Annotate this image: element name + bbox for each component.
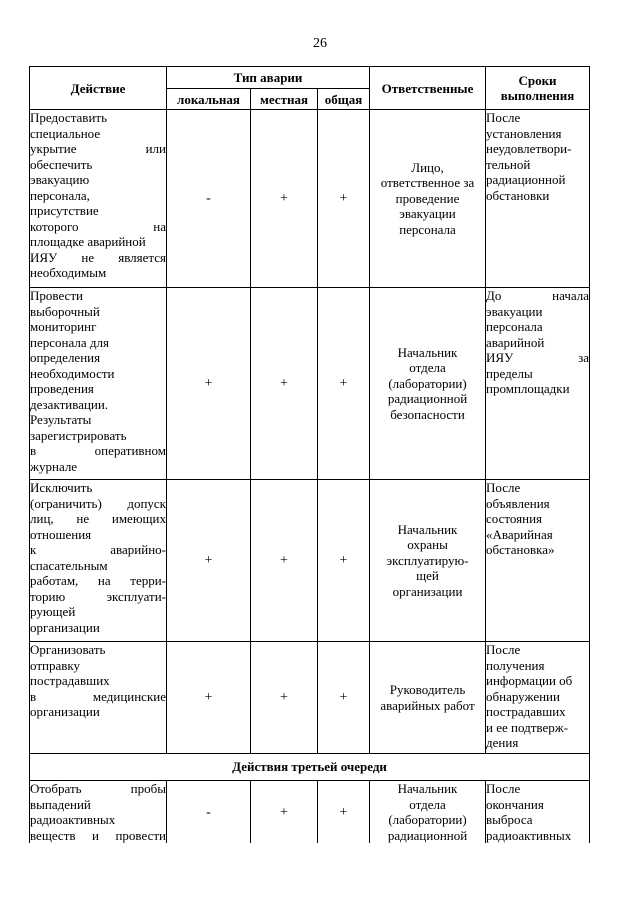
responsible-line: отдела [409,796,446,812]
responsible-line: (лаборатории) [388,812,467,827]
table-row [30,110,590,288]
local-mark-cell [167,110,251,288]
header-accident-type: Тип аварии [167,67,370,89]
table-row [30,642,590,754]
section-row [30,754,590,781]
responsible-cell [370,110,486,288]
responsible-line: эвакуации [399,206,456,222]
responsible-line: безопасности [390,406,465,422]
action-line: эвакуацию [30,172,90,187]
header-responsible: Ответственные [370,67,486,110]
responsible-line: Руководитель [389,682,466,697]
local-mark: + [204,553,213,569]
page-number: 26 [313,36,327,51]
action-line: Исключить [30,480,93,495]
general-mark: + [339,690,348,706]
action-line: персонала, [30,187,90,203]
action-line: дезактивации. [30,396,109,412]
action-line: Предоставить [30,110,108,125]
action-line: Отобрать пробы [30,781,166,796]
header-deadlines [486,67,590,110]
action-line: спасательным [30,557,108,573]
deadline-line: получения [486,657,545,673]
deadline-cell [486,781,590,844]
responsible-line: охраны [407,537,448,553]
area-mark: + [280,690,288,706]
general-mark-cell [318,480,370,642]
action-cell [30,288,167,480]
table-row [30,781,590,844]
action-line: определения [30,350,101,365]
table-row [30,480,590,642]
action-line: в оперативном [30,443,166,458]
table-row [30,288,590,480]
responsible-line: Начальник [397,781,458,796]
action-line: мониторинг [30,319,97,334]
area-mark-cell [251,110,318,288]
area-mark-cell [251,642,318,754]
responsible-line: отдела [409,360,446,376]
deadline-cell [486,110,590,288]
action-line: укрытие или [30,141,166,156]
deadline-line: установления [486,125,562,141]
action-line: лиц, не имеющих [30,511,166,526]
header-general: общая [318,89,370,110]
deadline-line: обстановки [486,187,550,203]
action-line: отношения [30,526,92,542]
deadline-line: персонала [486,319,543,334]
action-line: необходимым [30,265,107,280]
general-mark-cell [318,642,370,754]
local-mark-cell [167,288,251,480]
area-mark-cell [251,480,318,642]
local-mark: + [204,690,213,706]
general-mark: + [339,553,348,569]
responsible-line: Начальник [397,521,458,537]
deadline-cell [486,480,590,642]
actions-table [29,66,590,843]
deadline-line: радиационной [486,172,566,187]
deadline-line: промплощадки [486,381,570,396]
responsible-line: организации [392,583,463,599]
action-line: организации [30,619,100,635]
responsible-line: (лаборатории) [388,375,467,391]
responsible-line: щей [416,568,439,584]
local-mark: - [206,191,211,207]
action-cell [30,642,167,754]
responsible-cell [370,642,486,754]
deadline-line: обстановка» [486,542,555,557]
header-action: Действие [30,67,167,110]
header-area: местная [251,89,318,110]
action-line: отправку [30,657,81,673]
local-mark-cell [167,781,251,844]
deadline-line: окончания [486,796,544,812]
action-line: организации [30,704,100,719]
deadline-line: пострадавших [486,704,566,719]
action-line: которого на [30,218,166,234]
general-mark: + [339,191,348,207]
deadline-line: аварийной [486,334,545,350]
area-mark: + [280,376,288,392]
action-line: рующей [30,604,76,619]
action-line: Провести [30,288,83,303]
header-row-1 [30,67,590,89]
area-mark-cell [251,288,318,480]
deadline-line: тельной [486,156,531,172]
action-line: проведения [30,381,94,396]
area-mark: + [280,191,288,207]
deadline-line: пределы [486,365,533,381]
deadline-line: После [486,110,521,125]
deadline-line: дения [486,735,519,750]
action-line: к аварийно- [30,542,166,557]
action-cell [30,781,167,844]
responsible-cell [370,480,486,642]
general-mark: + [339,376,348,392]
action-line: зарегистрировать [30,427,127,443]
deadline-line: После [486,642,521,657]
action-line: радиоактивных [30,812,116,827]
responsible-line: ответственное за [380,175,475,191]
deadline-line: обнаружении [486,688,560,704]
general-mark: + [339,804,348,820]
local-mark: - [206,804,211,820]
action-line: Организовать [30,642,106,657]
responsible-line: проведение [395,190,460,206]
responsible-line: Лицо, [411,159,444,175]
area-mark-cell [251,781,318,844]
header-deadlines-line-2: выполнения [500,88,575,103]
deadline-line: и ее подтверж- [486,719,569,735]
action-line: (ограничить) допуск [30,495,166,511]
action-line: площадке аварийной [30,234,146,249]
table-body [30,110,590,844]
section-title: Действия третьей очереди [30,754,590,781]
action-line: выборочный [30,303,100,319]
deadline-line: До начала [486,288,590,303]
responsible-line: радиационной [387,391,468,407]
deadline-line: После [486,781,521,796]
general-mark-cell [318,781,370,844]
deadline-line: информации об [486,673,573,688]
deadline-line: ИЯУ за [486,350,590,365]
action-line: выпадений [30,796,91,812]
action-line: специальное [30,125,101,141]
general-mark-cell [318,110,370,288]
responsible-line: персонала [399,221,456,237]
responsible-line: радиационной [387,827,468,843]
action-line: веществ и провести [30,827,166,843]
action-line: необходимости [30,365,115,381]
local-mark-cell [167,480,251,642]
local-mark: + [204,376,213,392]
deadline-line: эвакуации [486,303,543,319]
deadline-line: радиоактивных [486,827,572,843]
area-mark: + [280,553,288,569]
action-line: персонала для [30,334,109,350]
general-mark-cell [318,288,370,480]
action-line: журнале [30,458,78,474]
responsible-line: Начальник [397,344,458,360]
action-line: пострадавших [30,673,110,688]
action-line: ИЯУ не является [30,249,166,265]
deadline-line: выброса [486,812,533,827]
area-mark: + [280,804,288,820]
deadline-cell [486,288,590,480]
action-line: в медицинские [30,688,166,704]
deadline-line: После [486,480,521,495]
action-line: присутствие [30,203,99,218]
deadline-line: неудовлетвори- [486,141,572,156]
responsible-line: эксплуатирую- [386,552,469,568]
action-line: работам, на терри- [30,573,166,588]
header-local: локальная [167,89,251,110]
responsible-cell [370,288,486,480]
action-line: торию эксплуати- [30,588,166,604]
responsible-cell [370,781,486,844]
action-cell [30,480,167,642]
responsible-line: аварийных работ [380,697,475,713]
deadline-cell [486,642,590,754]
deadline-line: объявления [486,495,550,511]
action-cell [30,110,167,288]
deadline-line: состояния [486,511,543,526]
action-line: Результаты [30,412,92,427]
action-line: обеспечить [30,156,93,172]
deadline-line: «Аварийная [486,526,553,542]
header-deadlines-line-1: Сроки [518,72,557,88]
local-mark-cell [167,642,251,754]
